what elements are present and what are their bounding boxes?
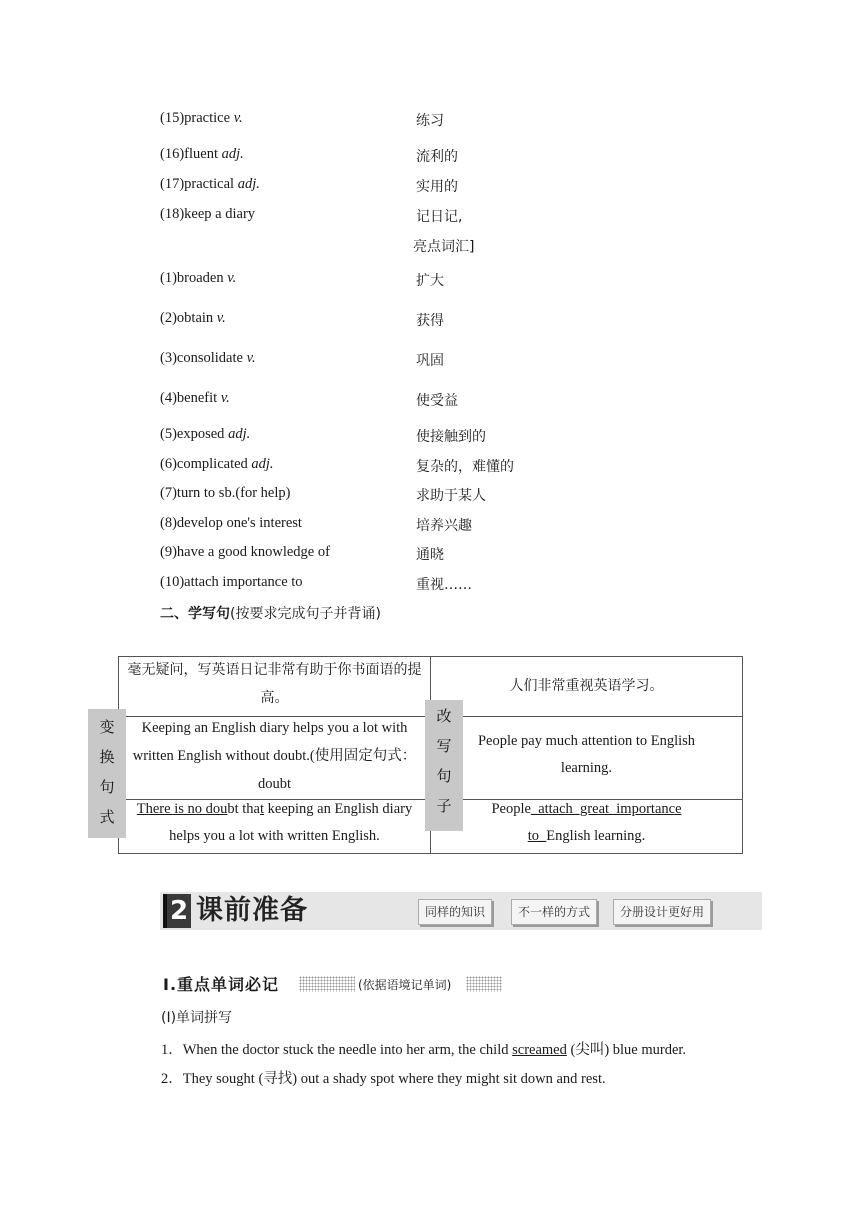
vocab-meaning: 扩大 [416,273,444,289]
section-title: Ⅰ.重点单词必记 [163,975,280,994]
section-heading-bold: 二、学写句 [160,606,230,622]
vocab-item: (6)complicated adj. [160,456,274,472]
section-heading [160,603,381,623]
tab-label-right: 改 写 句 子 [425,700,463,831]
vocab-meaning: 练习 [416,113,444,129]
table-cell: 人们非常重视英语学习。 [509,678,664,694]
banner-button: 不一样的方式 [511,899,597,925]
vocab-meaning: 通晓 [416,547,444,563]
dotted-decoration [466,976,502,992]
banner-button: 分册设计更好用 [613,899,711,925]
vocab-item: (5)exposed adj. [160,426,251,442]
vocab-item: (9)have a good knowledge of [160,544,330,560]
vocab-item: (18)keep a diary [160,206,256,222]
table-cell: People pay much attention to English learning. [477,733,696,776]
part-heading: (Ⅰ)单词拼写 [161,1010,233,1026]
vocab-item: (7)turn to sb.(for help) [160,485,291,501]
answer-blank: screamed [512,1042,567,1058]
vocab-item: (2)obtain v. [160,310,226,326]
vocab-item: (15)practice v. [160,110,243,126]
section-note: (依据语境记单词) [358,978,452,992]
table-cell: Keeping an English diary helps you a lot with written English without doubt.(使用固定句式：doubt [132,720,417,792]
vocab-meaning: 巩固 [416,353,444,369]
table-cell: People_attach_great_importance to_English learning. [491,801,682,844]
vocab-meaning: 复杂的，难懂的 [416,459,514,475]
vocab-meaning: 重视…… [416,577,472,593]
vocab-meaning: 记日记, [416,209,463,225]
vocab-item: (16)fluent adj. [160,146,244,162]
banner-number: 2 [163,894,191,928]
exercise-sentence: 1．When the doctor stuck the needle into her arm, the child screamed (尖叫) blue murder. [161,1042,687,1058]
vocab-item: (8)develop one's interest [160,515,302,531]
vocab-meaning: 使接触到的 [416,429,486,445]
vocab-item: (1)broaden v. [160,270,237,286]
banner-title: 课前准备 [196,895,308,926]
vocab-item: (3)consolidate v. [160,350,256,366]
vocab-item: (4)benefit v. [160,390,230,406]
vocab-meaning: 实用的 [416,179,458,195]
banner-button: 同样的知识 [418,899,492,925]
vocab-item: (17)practical adj. [160,176,260,192]
exercise-sentence: 2．They sought (寻找) out a shady spot where they might sit down and rest. [161,1071,606,1087]
tab-label-left: 变 换 句 式 [88,709,126,838]
vocab-meaning: 流利的 [416,149,458,165]
table-cell: There is no doubt that keeping an English diary helps you a lot with written English. [136,801,413,844]
vocab-item: (10)attach importance to [160,574,303,590]
vocab-meaning: 使受益 [416,393,458,409]
dotted-decoration [299,976,355,992]
section-heading-note: (按要求完成句子并背诵) [230,606,381,622]
vocab-meaning: 获得 [416,313,444,329]
highlight-heading: 亮点词汇] [413,239,475,255]
vocab-meaning: 求助于某人 [416,488,486,504]
table-cell: 毫无疑问，写英语日记非常有助于你书面语的提高。 [127,662,422,706]
vocab-meaning: 培养兴趣 [416,518,472,534]
